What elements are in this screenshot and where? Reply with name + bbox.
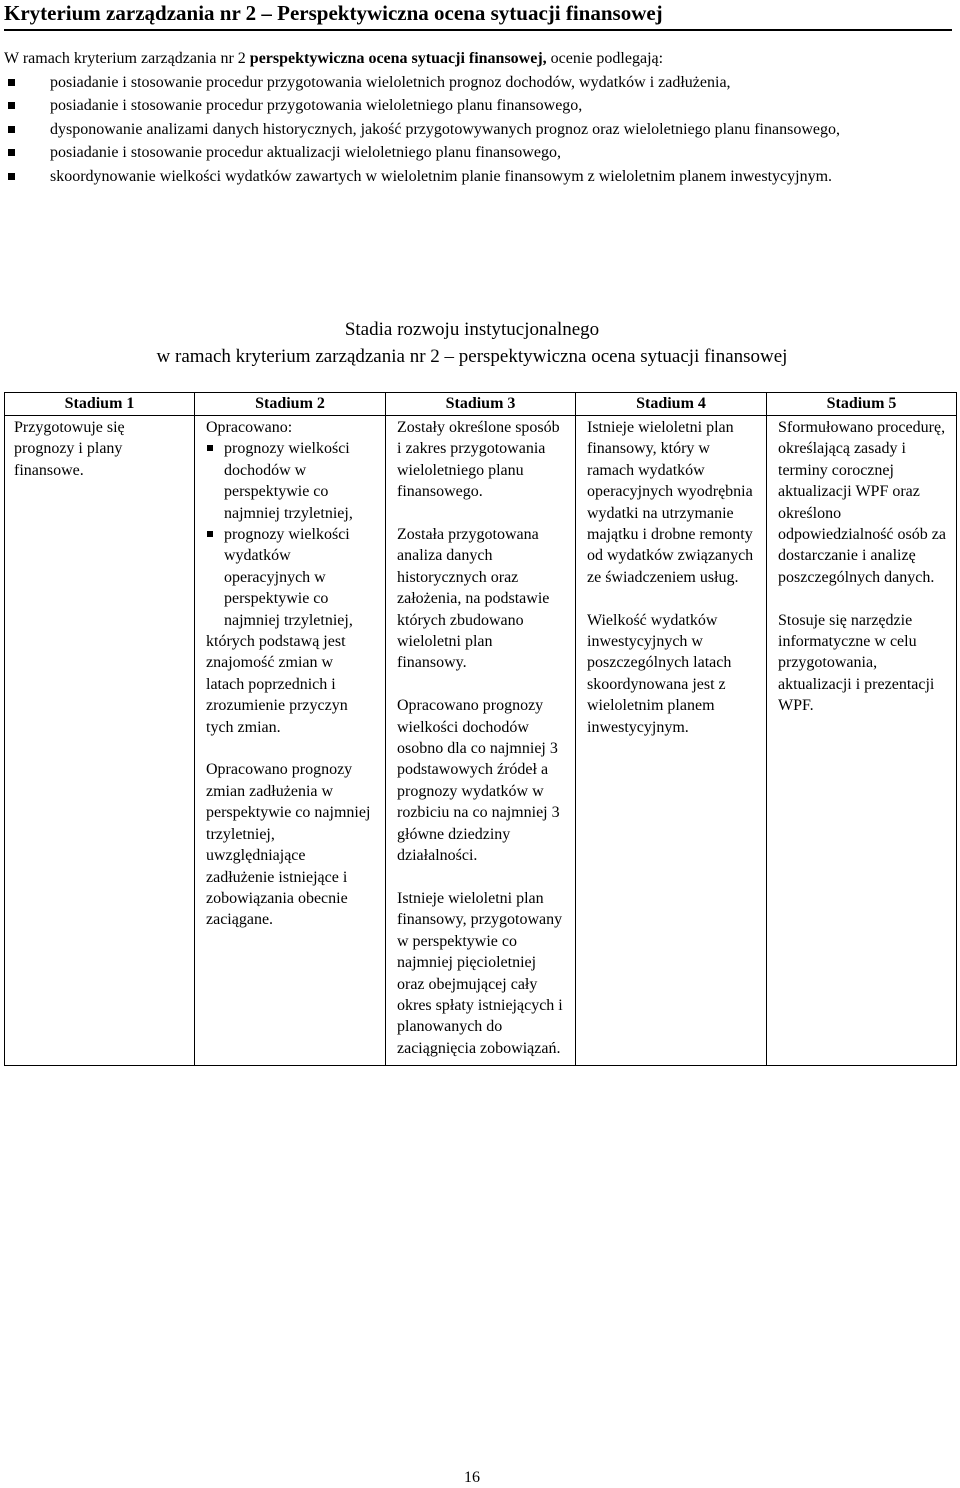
intro-suffix: ocenie podlegają: bbox=[546, 50, 664, 67]
stage-3-paragraph: Opracowano prognozy wielkości dochodów osobno dla co najmniej 3 podstawowych źródeł a prognozy wydatków w rozbiciu na co najmniej 3 główne dziedziny działalności. bbox=[397, 697, 560, 865]
criteria-item bbox=[4, 165, 952, 189]
intro-prefix: W ramach kryterium zarządzania nr 2 bbox=[4, 50, 250, 67]
stage-5-paragraph: Sformułowano procedurę, określającą zasady i terminy corocznej aktualizacji WPF oraz określono odpowiedzialność osób za dostarczanie i analizę poszczególnych danych. bbox=[778, 419, 946, 586]
square-bullet-icon bbox=[207, 445, 213, 451]
stage-2-list-item-text: prognozy wielkości dochodów w perspektywie co najmniej trzyletniej, bbox=[224, 440, 353, 522]
stage-2-list-item-text: prognozy wielkości wydatków operacyjnych w perspektywie co najmniej trzyletniej, bbox=[224, 526, 353, 629]
stage-2-list-item bbox=[206, 438, 375, 524]
square-bullet-icon bbox=[207, 531, 213, 537]
criteria-item-text: skoordynowanie wielkości wydatków zawartych w wieloletnim planie finansowym z wieloletnim planem inwestycyjnym. bbox=[50, 167, 833, 185]
stage-1-text: Przygotowuje się prognozy i plany finansowe. bbox=[14, 419, 125, 479]
stages-heading bbox=[4, 316, 940, 370]
square-bullet-icon bbox=[8, 149, 15, 156]
page-number: 16 bbox=[464, 1469, 480, 1486]
stages-heading-line1: Stadia rozwoju instytucjonalnego bbox=[344, 319, 600, 340]
criteria-item bbox=[4, 141, 952, 165]
stage-5-paragraph: Stosuje się narzędzie informatyczne w celu przygotowania, aktualizacji i prezentacji WPF. bbox=[778, 611, 935, 715]
stage-3-paragraph: Została przygotowana analiza danych historycznych oraz założenia, na podstawie których zbudowano wieloletni plan finansowy. bbox=[397, 526, 550, 672]
intro-emphasis: perspektywiczna ocena sytuacji finansowej, bbox=[249, 50, 547, 67]
intro-section bbox=[4, 47, 952, 188]
square-bullet-icon bbox=[8, 126, 15, 133]
criteria-item bbox=[4, 71, 952, 95]
table-row bbox=[5, 416, 957, 1066]
stage-2-list bbox=[206, 438, 375, 631]
stage-5-cell bbox=[767, 416, 957, 1066]
stage-4-paragraph: Wielkość wydatków inwestycyjnych w poszczególnych latach skoordynowana jest z wieloletnim planem inwestycyjnym. bbox=[587, 611, 732, 736]
stage-2-paragraph: których podstawą jest znajomość zmian w latach poprzednich i zrozumienie przyczyn tych zmian. bbox=[206, 633, 348, 736]
stage-3-paragraph: Istnieje wieloletni plan finansowy, przygotowany w perspektywie co najmniej pięcioletniej oraz obejmującej cały okres spłaty istniejących i planowanych do zaciągnięcia zobowiązań. bbox=[397, 889, 563, 1057]
criteria-item-text: dysponowanie analizami danych historycznych, jakość przygotowywanych prognoz oraz wieloletniego planu finansowego, bbox=[50, 120, 840, 138]
column-header-stage-3: Stadium 3 bbox=[386, 393, 576, 416]
criteria-item-text: posiadanie i stosowanie procedur przygotowania wieloletniego planu finansowego, bbox=[50, 97, 583, 114]
square-bullet-icon bbox=[8, 173, 15, 180]
column-header-stage-4: Stadium 4 bbox=[576, 393, 767, 416]
stage-2-lead: Opracowano: bbox=[206, 419, 293, 436]
stage-2-list-item bbox=[206, 524, 375, 631]
stage-4-paragraph: Istnieje wieloletni plan finansowy, który w ramach wydatków operacyjnych wyodrębnia wydatki na utrzymanie majątku i drobne remonty od wydatków związanych ze świadczeniem usług. bbox=[587, 419, 754, 586]
column-header-stage-2: Stadium 2 bbox=[195, 393, 386, 416]
square-bullet-icon bbox=[8, 102, 15, 109]
stages-heading-line2: w ramach kryterium zarządzania nr 2 – perspektywiczna ocena sytuacji finansowej bbox=[156, 346, 788, 367]
criteria-item bbox=[4, 118, 952, 142]
stage-3-paragraph: Zostały określone sposób i zakres przygotowania wieloletniego planu finansowego. bbox=[397, 419, 560, 501]
stages-table bbox=[4, 392, 957, 1066]
criteria-list bbox=[4, 71, 952, 189]
stage-4-cell bbox=[576, 416, 767, 1066]
criteria-item-text: posiadanie i stosowanie procedur przygotowania wieloletnich prognoz dochodów, wydatków i zadłużenia, bbox=[50, 73, 731, 91]
criteria-item bbox=[4, 94, 952, 118]
stage-2-cell bbox=[195, 416, 386, 1066]
table-header-row bbox=[5, 393, 957, 416]
square-bullet-icon bbox=[8, 79, 15, 86]
column-header-stage-5: Stadium 5 bbox=[767, 393, 957, 416]
stage-3-cell bbox=[386, 416, 576, 1066]
column-header-stage-1: Stadium 1 bbox=[5, 393, 195, 416]
stage-1-cell bbox=[5, 416, 195, 1066]
stage-2-paragraph: Opracowano prognozy zmian zadłużenia w perspektywie co najmniej trzyletniej, uwzględniające zadłużenie istniejące i zobowiązania obecnie zaciągane. bbox=[206, 761, 371, 929]
criteria-item-text: posiadanie i stosowanie procedur aktualizacji wieloletniego planu finansowego, bbox=[50, 144, 561, 161]
intro-sentence bbox=[4, 47, 952, 71]
page-title: Kryterium zarządzania nr 2 – Perspektywiczna ocena sytuacji finansowej bbox=[4, 0, 952, 31]
